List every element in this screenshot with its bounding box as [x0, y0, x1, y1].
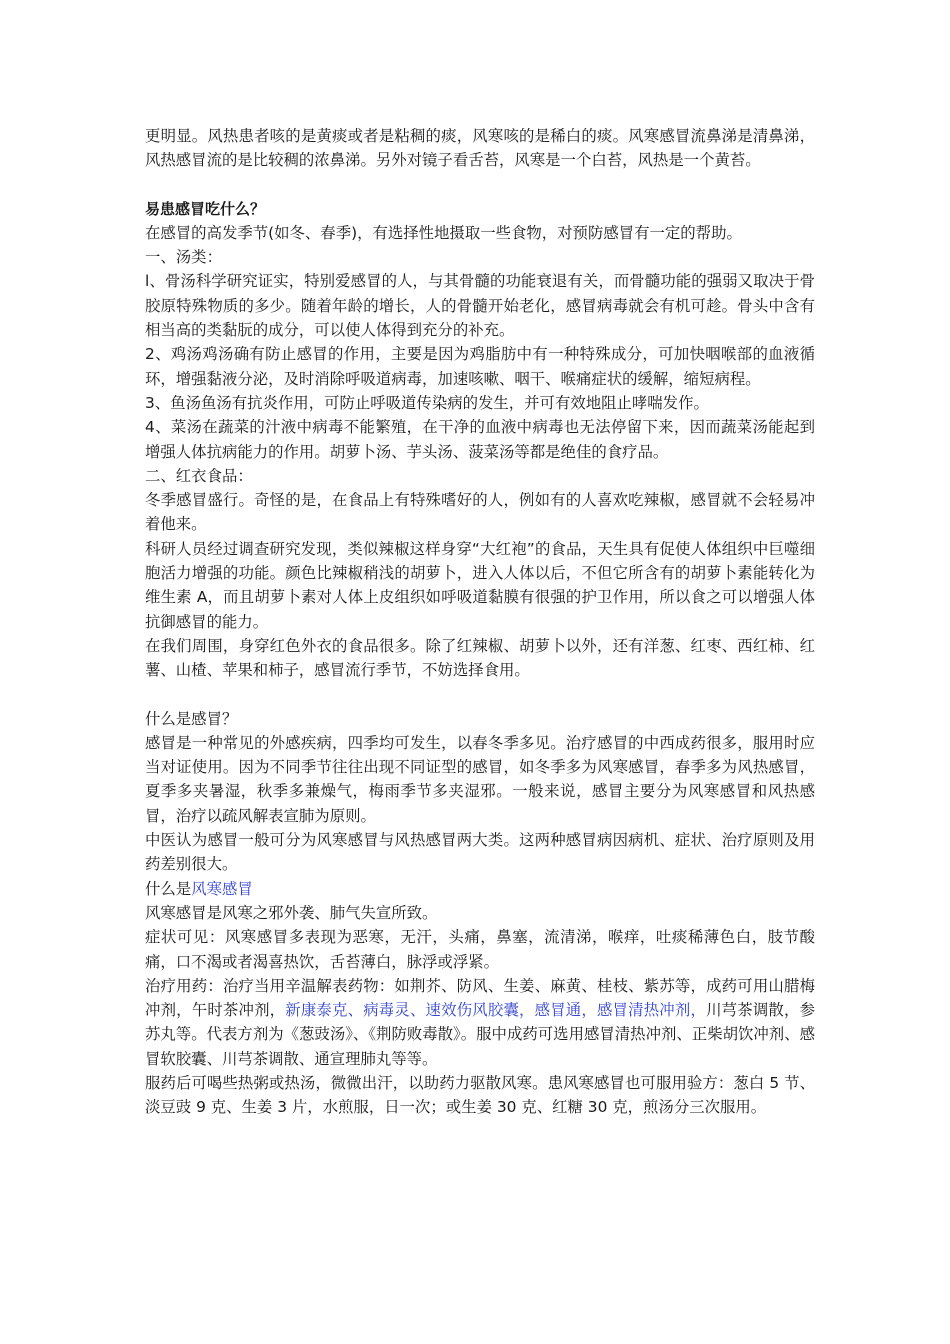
soup-item: 3、鱼汤鱼汤有抗炎作用，可防止呼吸道传染病的发生，并可有效地阻止哮喘发作。 [145, 393, 709, 412]
wind-cold-symptoms: 症状可见：风寒感冒多表现为恶寒，无汗，头痛，鼻塞，流清涕，喉痒，吐痰稀薄色白，肢节酸痛，口不渴或者渴喜热饮，舌苔薄白，脉浮或浮紧。 [145, 928, 815, 971]
medicine-links[interactable]: 新康泰克、病毒灵、速效伤风胶囊，感冒通，感冒清热冲剂， [285, 1001, 707, 1020]
red-food-paragraph: 在我们周围，身穿红色外衣的食品很多。除了红辣椒、胡萝卜以外，还有洋葱、红枣、西红柿、红薯、山楂、苹果和柿子，感冒流行季节，不妨选择食用。 [145, 636, 815, 680]
red-food-paragraph: 科研人员经过调查研究发现，类似辣椒这样身穿“大红袍”的食品，天生具有促使人体组织中巨噬细胞活力增强的功能。颜色比辣椒稍浅的胡萝卜，进入人体以后，不但它所含有的胡萝卜素能转化为维生素 A，而且胡萝卜素对人体上皮组织如呼吸道黏膜有很强的护卫作用，所以食之可以增强人体抗御感冒的能力。 [145, 539, 815, 631]
soup-item: 2、鸡汤鸡汤确有防止感冒的作用，主要是因为鸡脂肪中有一种特殊成分，可加快咽喉部的血液循环，增强黏液分泌，及时消除呼吸道病毒，加速咳嗽、咽干、喉痛症状的缓解，缩短病程。 [145, 345, 815, 388]
soup-item: 4、菜汤在蔬菜的汁液中病毒不能繁殖，在干净的血液中病毒也无法停留下来，因而蔬菜汤能起到增强人体抗病能力的作用。胡萝卜汤、芋头汤、菠菜汤等都是绝佳的食疗品。 [145, 418, 815, 461]
wind-cold-definition: 风寒感冒是风寒之邪外袭、肺气失宣所致。 [145, 903, 438, 922]
red-food-section-title: 二、红衣食品： [145, 466, 253, 485]
wind-cold-advice: 服药后可喝些热粥或热汤，微微出汗，以助药力驱散风寒。患风寒感冒也可服用验方：葱白 5 节、淡豆豉 9 克、生姜 3 片，水煎服，日一次；或生姜 30 克、红糖 30 克，煎汤分三次服用。 [145, 1073, 815, 1117]
diet-lead: 在感冒的高发季节(如冬、春季)，有选择性地摄取一些食物，对预防感冒有一定的帮助。 [145, 223, 742, 242]
red-food-paragraph: 冬季感冒盛行。奇怪的是，在食品上有特殊嗜好的人，例如有的人喜欢吃辣椒，感冒就不会轻易冲着他来。 [145, 491, 815, 534]
treatment-text: 川芎茶调散，参苏丸等。代表方剂为《葱豉汤》、《荆防败毒散》。服中成药可选用感冒清热冲剂、正柴胡饮冲剂、感冒软胶囊、川芎茶调散、通宣理肺丸等等。 [145, 1001, 815, 1068]
spacer [145, 173, 815, 197]
wind-cold-heading-prefix: 什么是 [145, 879, 192, 898]
document-page [145, 124, 815, 1120]
cold-types-paragraph: 中医认为感冒一般可分为风寒感冒与风热感冒两大类。这两种感冒病因病机、症状、治疗原则及用药差别很大。 [145, 831, 815, 874]
soup-section-title: 一、汤类： [145, 248, 222, 267]
wind-cold-treatment [145, 974, 815, 1071]
spacer [145, 683, 815, 707]
wind-cold-link[interactable]: 风寒感冒 [191, 879, 253, 898]
intro-paragraph: 更明显。风热患者咳的是黄痰或者是粘稠的痰，风寒咳的是稀白的痰。风寒感冒流鼻涕是清鼻涕，风热感冒流的是比较稠的浓鼻涕。另外对镜子看舌苔，风寒是一个白苔，风热是一个黄苔。 [145, 127, 815, 170]
treatment-text: 治疗用药：治疗当用辛温解表药物：如荆芥、防风、生姜、麻黄、桂枝、紫苏等，成药可用山腊梅冲剂，午时茶冲剂， [145, 976, 815, 1020]
wind-cold-heading [145, 877, 815, 901]
soup-item: l、骨汤科学研究证实，特别爱感冒的人，与其骨髓的功能衰退有关，而骨髓功能的强弱又取决于骨胶原特殊物质的多少。随着年龄的增长，人的骨髓开始老化，感冒病毒就会有机可趁。骨头中含有相当高的类黏朊的成分，可以使人体得到充分的补充。 [145, 272, 815, 340]
diet-heading: 易患感冒吃什么？ [145, 199, 266, 218]
what-is-cold-heading: 什么是感冒？ [145, 709, 238, 728]
what-is-cold-paragraph: 感冒是一种常见的外感疾病，四季均可发生，以春冬季多见。治疗感冒的中西成药很多，服用时应当对证使用。因为不同季节往往出现不同证型的感冒，如冬季多为风寒感冒，春季多为风热感冒，夏季多夹暑湿，秋季多兼燥气，梅雨季节多夹湿邪。一般来说，感冒主要分为风寒感冒和风热感冒，治疗以疏风解表宣肺为原则。 [145, 733, 815, 825]
